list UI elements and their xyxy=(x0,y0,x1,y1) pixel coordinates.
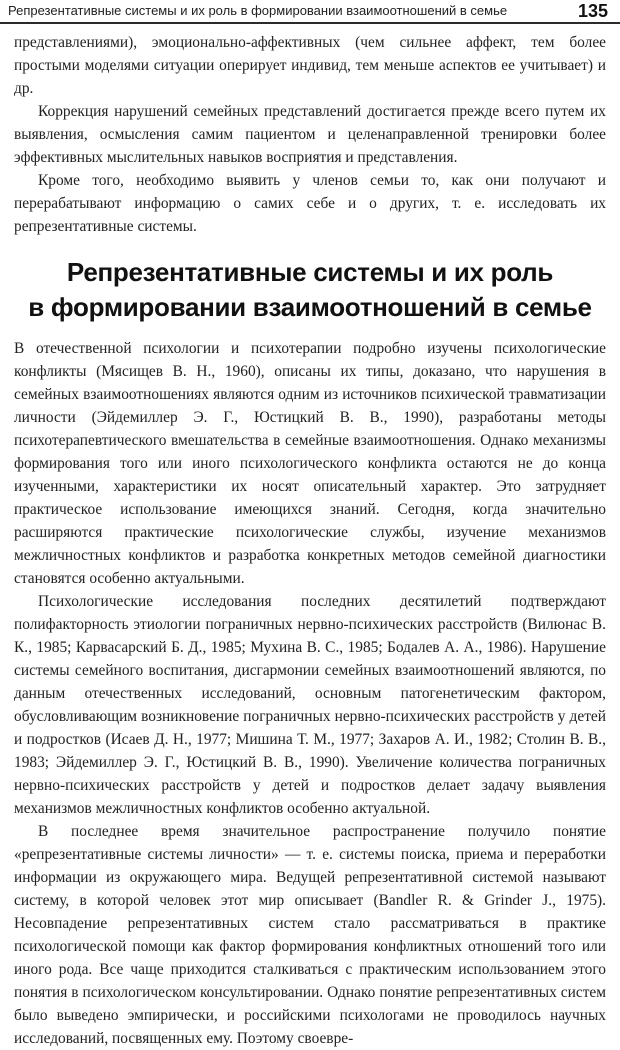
paragraph: Психологические исследования последних десятилетий подтверждают полифакторность этиологии пограничных нервно-психических расстройств (Вилюнас В. К., 1985; Карвасарский Б. Д., 1985; Мухина В. С., 1985; Бодалев А. А., 1986). Нарушение системы семейного воспитания, дисгармонии семейных взаимоотношений являются, по данным отечественных исследований, основным патогенетическим фактором, обусловливающим возникновение пограничных нервно-психических расстройств у детей и подростков (Исаев Д. Н., 1977; Мишина Т. М., 1977; Захаров А. И., 1982; Столин В. В., 1983; Эйдемиллер Э. Г., Юстицкий В. В., 1990). Увеличение количества пограничных нервно-психических расстройств у детей и подростков делает задачу выявления механизмов межличностных конфликтов особенно актуальной. xyxy=(14,593,606,817)
section-heading-line: в формировании взаимоотношений в семье xyxy=(28,292,592,322)
paragraph: Кроме того, необходимо выявить у членов семьи то, как они получают и перерабатывают информацию о самих себе и о других, т. е. исследовать их репрезентативные системы. xyxy=(14,172,606,235)
running-header xyxy=(0,0,620,24)
paragraph: Коррекция нарушений семейных представлений достигается прежде всего путем их выявления, осмысления самим пациентом и целенаправленной тренировки более эффективных мыслительных навыков восприятия и представления. xyxy=(14,103,606,166)
section-heading-line: Репрезентативные системы и их роль xyxy=(66,257,554,287)
intro-text xyxy=(14,31,606,238)
section-body xyxy=(14,337,606,1050)
paragraph: В последнее время значительное распространение получило понятие «репрезентативные системы личности» — т. е. системы поиска, приема и переработки информации из окружающего мира. Ведущей репрезентативной системой называют систему, в которой человек этот мир описывает (Bandler R. & Grinder J., 1975). Несовпадение репрезентативных систем стало рассматриваться в практике психологической помощи как фактор формирования конфликтных отношений того или иного рода. Все чаще приходится сталкиваться с практическим использованием этого понятия в психологическом консультировании. Однако понятие репрезентативных систем было выведено эмпирически, и российскими психологами не проводилось научных исследований, посвященных ему. Поэтому своевре- xyxy=(14,823,606,1047)
paragraph-continuation: представлениями), эмоционально-аффективных (чем сильнее аффект, тем более простыми моделями ситуации оперирует индивид, тем меньше аспектов ее учитывает) и др. xyxy=(14,34,606,97)
paragraph: В отечественной психологии и психотерапии подробно изучены психологические конфликты (Мясищев В. Н., 1960), описаны их типы, доказано, что нарушения в семейных взаимоотношениях являются одним из источников психической травматизации личности (Эйдемиллер Э. Г., Юстицкий В. В., 1990), разработаны методы психотерапевтического вмешательства в семейные взаимоотношения. Однако механизмы формирования того или иного психологического конфликта остаются не до конца изученными, характеристики их носят описательный характер. Это затрудняет практическое использование имеющихся знаний. Сегодня, когда значительно расширяются практические психологические службы, изучение механизмов межличностных конфликтов и разработка конкретных методов семейной диагностики становятся особенно актуальными. xyxy=(14,340,606,587)
section-heading xyxy=(0,255,620,325)
running-title: Репрезентативные системы и их роль в формировании взаимоотношений в семье xyxy=(8,3,508,18)
page-number: 135 xyxy=(577,1,608,21)
